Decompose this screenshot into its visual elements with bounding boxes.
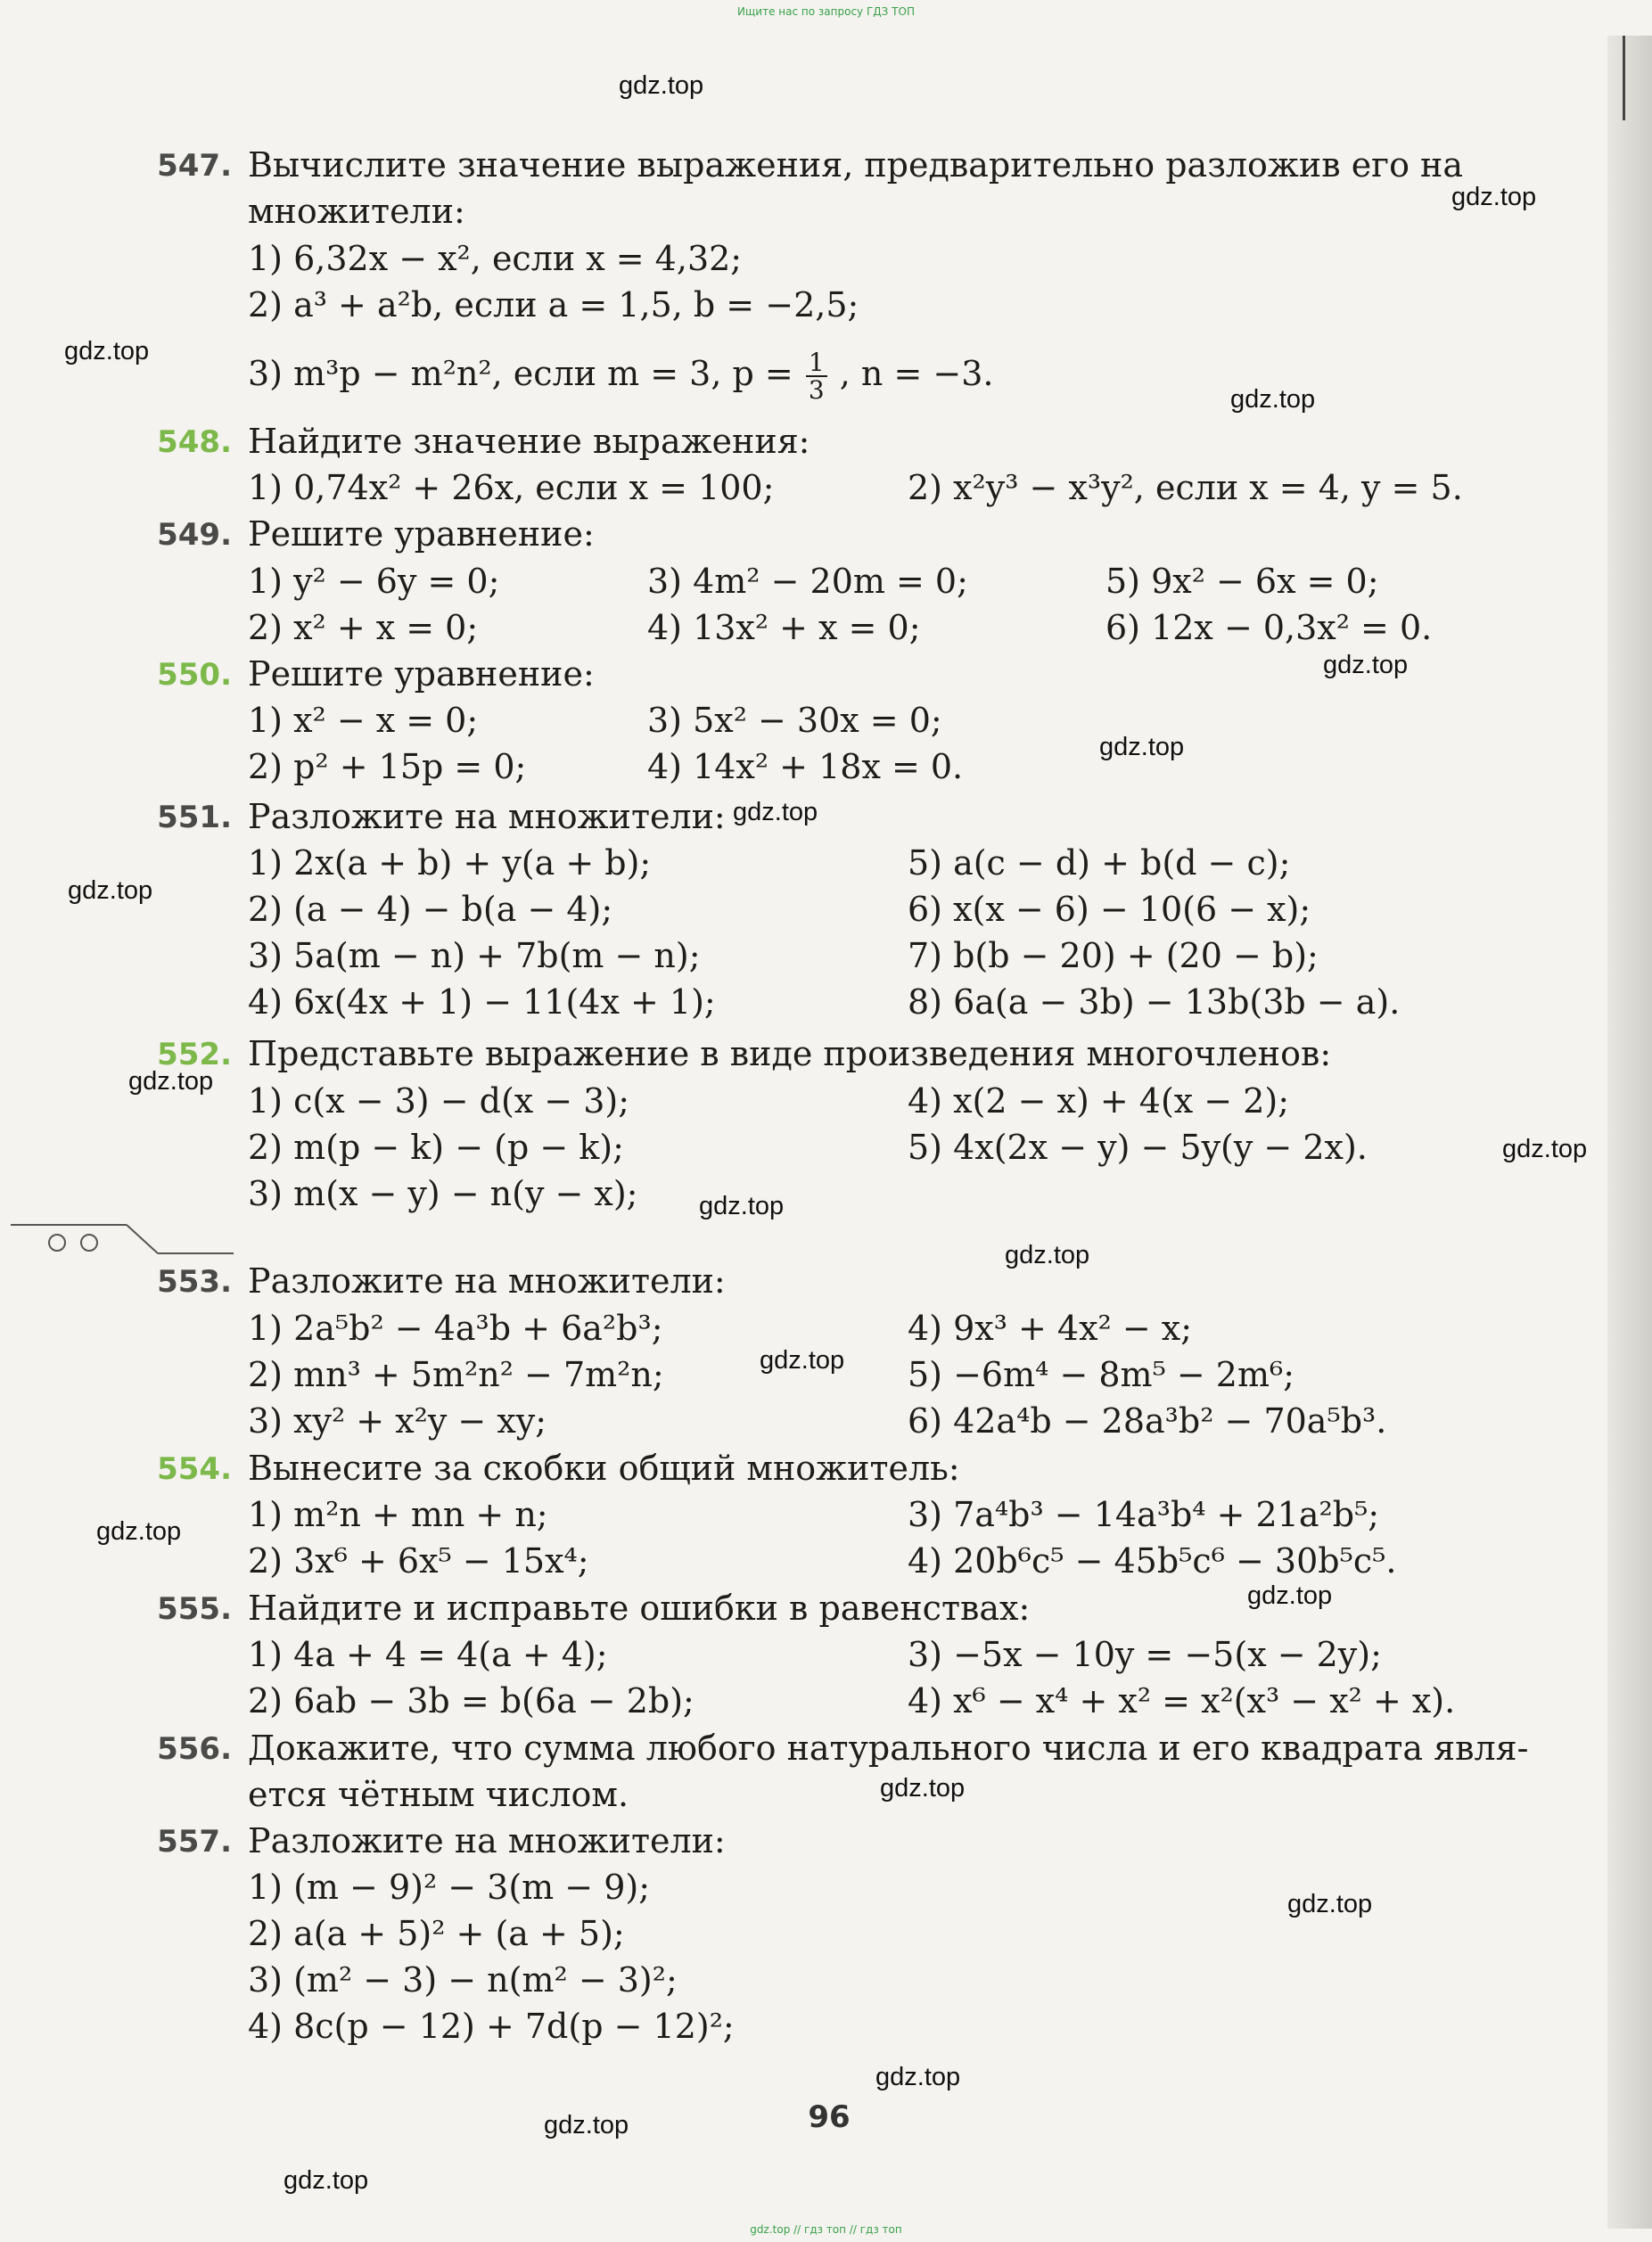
problem-item: 2) 3x⁶ + 6x⁵ − 15x⁴; (248, 1541, 589, 1581)
fraction-numerator: 1 (806, 349, 827, 377)
problem-prompt: Вынесите за скобки общий множитель: (248, 1449, 960, 1488)
problem-number: 550. (157, 657, 232, 693)
problem-item: 7) b(b − 20) + (20 − b); (908, 936, 1319, 975)
problem-item: 2) p² + 15p = 0; (248, 747, 527, 786)
problem-item: 3) 4m² − 20m = 0; (647, 562, 968, 601)
problem-prompt: Найдите значение выражения: (248, 422, 810, 461)
watermark: gdz.top (284, 2166, 369, 2195)
problem-item: 2) a(a + 5)² + (a + 5); (248, 1914, 625, 1953)
problem-item: 4) 8c(p − 12) + 7d(p − 12)²; (248, 2007, 735, 2046)
problem-item: 8) 6a(a − 3b) − 13b(3b − a). (908, 982, 1401, 1022)
watermark: gdz.top (1099, 733, 1185, 761)
problem-prompt: Представьте выражение в виде произведения многочленов: (248, 1034, 1332, 1073)
watermark: gdz.top (880, 1774, 966, 1803)
problem-prompt-cont: ется чётным числом. (248, 1775, 629, 1814)
problem-number: 551. (157, 800, 232, 835)
problem-item: 3) (m² − 3) − n(m² − 3)²; (248, 1960, 678, 2000)
problem-item: 2) x²y³ − x³y², если x = 4, y = 5. (908, 468, 1463, 507)
watermark: gdz.top (68, 876, 153, 905)
problem-item: 1) 6,32x − x², если x = 4,32; (248, 239, 743, 278)
problem-prompt: Разложите на множители: (248, 797, 726, 836)
problem-number: 552. (157, 1037, 232, 1072)
problem-item: 2) (a − 4) − b(a − 4); (248, 890, 613, 929)
problem-number: 557. (157, 1824, 232, 1860)
problem-number: 549. (157, 517, 232, 553)
problem-item: 5) 9x² − 6x = 0; (1105, 562, 1379, 601)
problem-item: 4) x⁶ − x⁴ + x² = x²(x³ − x² + x). (908, 1681, 1456, 1721)
bottom-note: gdz.top // гдз топ // гдз топ (750, 2223, 902, 2236)
top-note: Ищите нас по запросу ГДЗ ТОП (737, 5, 915, 18)
problem-item: 6) x(x − 6) − 10(6 − x); (908, 890, 1311, 929)
problem-item: 1) 4a + 4 = 4(a + 4); (248, 1635, 608, 1674)
problem-prompt: Докажите, что сумма любого натурального числа и его квадрата явля- (248, 1729, 1529, 1768)
watermark: gdz.top (1451, 183, 1537, 211)
problem-item: 5) a(c − d) + b(d − c); (908, 843, 1291, 883)
problem-prompt: Решите уравнение: (248, 654, 595, 694)
problem-item: 2) 6ab − 3b = b(6a − 2b); (248, 1681, 694, 1721)
watermark: gdz.top (619, 71, 704, 100)
watermark: gdz.top (1323, 651, 1409, 679)
problem-item: 4) 20b⁶c⁵ − 45b⁵c⁶ − 30b⁵c⁵. (908, 1541, 1397, 1581)
problem-prompt: Разложите на множители: (248, 1821, 726, 1860)
problem-item: 2) x² + x = 0; (248, 608, 479, 647)
watermark: gdz.top (760, 1346, 845, 1375)
watermark: gdz.top (1005, 1241, 1090, 1269)
problem-item: 4) 9x³ + 4x² − x; (908, 1309, 1192, 1348)
problem-prompt: Вычислите значение выражения, предварительно разложив его на (248, 145, 1464, 185)
watermark: gdz.top (544, 2111, 629, 2139)
problem-item: 6) 42a⁴b − 28a³b² − 70a⁵b³. (908, 1401, 1387, 1441)
fraction-denominator: 3 (808, 375, 825, 406)
problem-item: 1) 0,74x² + 26x, если x = 100; (248, 468, 775, 507)
fraction (806, 349, 827, 404)
problem-item: 4) 6x(4x + 1) − 11(4x + 1); (248, 982, 716, 1022)
problem-number: 556. (157, 1731, 232, 1767)
problem-item: 3) 7a⁴b³ − 14a³b⁴ + 21a²b⁵; (908, 1495, 1380, 1534)
problem-item: 1) 2x(a + b) + y(a + b); (248, 843, 652, 883)
problem-item: 5) −6m⁴ − 8m⁵ − 2m⁶; (908, 1355, 1295, 1394)
problem-item: 1) 2a⁵b² − 4a³b + 6a²b³; (248, 1309, 663, 1348)
page-number: 96 (808, 2099, 851, 2135)
page-binding-shadow (1607, 36, 1652, 2229)
item-part: , n = −3. (839, 353, 994, 393)
problem-item: 4) 14x² + 18x = 0. (647, 747, 964, 786)
problem-prompt: Найдите и исправьте ошибки в равенствах: (248, 1589, 1031, 1628)
problem-item: 3) 5a(m − n) + 7b(m − n); (248, 936, 701, 975)
problem-item: 1) m²n + mn + n; (248, 1495, 548, 1534)
problem-item: 2) mn³ + 5m²n² − 7m²n; (248, 1355, 664, 1394)
problem-item: 1) y² − 6y = 0; (248, 562, 500, 601)
watermark: gdz.top (1247, 1581, 1333, 1610)
page-edge-line (1623, 36, 1625, 120)
problem-item: 6) 12x − 0,3x² = 0. (1105, 608, 1433, 647)
watermark: gdz.top (1287, 1890, 1373, 1918)
problem-item: 2) a³ + a²b, если a = 1,5, b = −2,5; (248, 285, 859, 324)
problem-item: 1) (m − 9)² − 3(m − 9); (248, 1868, 651, 1907)
problem-number: 547. (157, 148, 232, 184)
problem-item: 1) c(x − 3) − d(x − 3); (248, 1081, 630, 1121)
watermark: gdz.top (1230, 385, 1316, 414)
problem-item (248, 349, 993, 404)
problem-item: 2) m(p − k) − (p − k); (248, 1128, 624, 1167)
problem-item: 4) 13x² + x = 0; (647, 608, 921, 647)
problem-item: 3) xy² + x²y − xy; (248, 1401, 547, 1441)
watermark: gdz.top (875, 2063, 961, 2091)
problem-item: 1) x² − x = 0; (248, 701, 479, 740)
problem-prompt: Разложите на множители: (248, 1261, 726, 1301)
problem-item: 3) 5x² − 30x = 0; (647, 701, 942, 740)
problem-item: 3) −5x − 10y = −5(x − 2y); (908, 1635, 1382, 1674)
problem-item: 5) 4x(2x − y) − 5y(y − 2x). (908, 1128, 1368, 1167)
margin-decoration (11, 1218, 234, 1257)
problem-prompt: Решите уравнение: (248, 514, 595, 554)
watermark: gdz.top (64, 337, 150, 365)
watermark: gdz.top (96, 1517, 182, 1546)
problem-item: 4) x(2 − x) + 4(x − 2); (908, 1081, 1290, 1121)
watermark: gdz.top (733, 798, 818, 826)
watermark: gdz.top (128, 1067, 214, 1096)
problem-number: 554. (157, 1451, 232, 1487)
watermark: gdz.top (699, 1192, 785, 1220)
problem-number: 548. (157, 424, 232, 460)
watermark: gdz.top (1502, 1135, 1588, 1163)
item-part: 3) m³p − m²n², если m = 3, p = (248, 353, 793, 393)
problem-number: 555. (157, 1591, 232, 1627)
problem-number: 553. (157, 1264, 232, 1300)
problem-prompt-cont: множители: (248, 192, 465, 231)
problem-item: 3) m(x − y) − n(y − x); (248, 1174, 638, 1213)
